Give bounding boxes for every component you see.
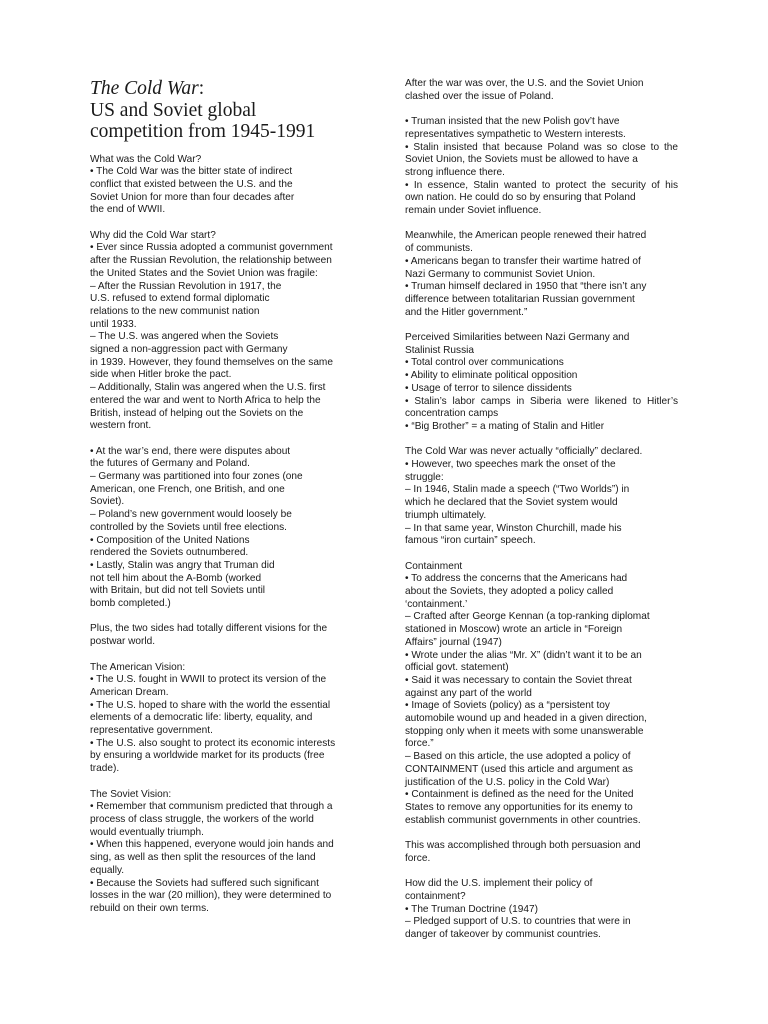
- text-line: How did the U.S. implement their policy of: [405, 878, 593, 890]
- text-line: • Stalin insisted that because Poland was so close to the: [405, 141, 678, 153]
- text-line: – In 1946, Stalin made a speech (“Two Worlds”) in: [405, 484, 630, 496]
- text-line: rendered the Soviets outnumbered.: [90, 547, 249, 559]
- text-line: which he declared that the Soviet system would: [405, 497, 618, 509]
- text-line: in 1939. However, they found themselves on the same: [90, 356, 333, 368]
- text-line: not tell him about the A-Bomb (worked: [90, 572, 262, 584]
- text-line: • Total control over communications: [405, 357, 564, 369]
- text-line: against any part of the world: [405, 687, 532, 699]
- text-line: – Poland’s new government would loosely be: [90, 509, 292, 521]
- text-line: signed a non-aggression pact with Germany: [90, 344, 288, 356]
- text-line: • At the war’s end, there were disputes about: [90, 445, 291, 457]
- text-line: – Crafted after George Kennan (a top-ranking diplomat: [405, 611, 650, 623]
- paragraph: [90, 789, 363, 916]
- text-line: CONTAINMENT (used this article and argument as: [405, 763, 633, 775]
- left-column: [90, 78, 363, 916]
- text-line: • The U.S. hoped to share with the world the essential: [90, 699, 331, 711]
- text-line: Plus, the two sides had totally different visions for the: [90, 623, 328, 635]
- text-line: side when Hitler broke the pact.: [90, 369, 232, 381]
- text-line: Soviet Union for more than four decades after: [90, 191, 295, 203]
- text-line: • The Cold War was the bitter state of indirect: [90, 166, 293, 178]
- text-line: • However, two speeches mark the onset of the: [405, 459, 616, 471]
- text-line: • Truman himself declared in 1950 that “there isn’t any: [405, 281, 647, 293]
- text-line: representative government.: [90, 725, 213, 737]
- text-line: force.”: [405, 738, 434, 750]
- paragraph: [405, 840, 678, 865]
- text-line: • Americans began to transfer their wartime hatred of: [405, 255, 641, 267]
- text-line: After the war was over, the U.S. and the Soviet Union: [405, 78, 644, 89]
- text-line: • Usage of terror to silence dissidents: [405, 382, 572, 394]
- text-line: remain under Soviet influence.: [405, 205, 542, 217]
- text-line: – The U.S. was angered when the Soviets: [90, 331, 279, 343]
- text-line: elements of a democratic life: liberty, equality, and: [90, 712, 313, 724]
- text-line: • Lastly, Stalin was angry that Truman did: [90, 559, 275, 571]
- text-line: Soviet).: [90, 496, 125, 508]
- text-line: • Because the Soviets had suffered such significant: [90, 877, 319, 889]
- text-line: • Wrote under the alias “Mr. X” (didn’t want it to be an: [405, 649, 642, 661]
- text-line: – Pledged support of U.S. to countries that were in: [405, 916, 631, 928]
- text-line: – Based on this article, the use adopted a policy of: [405, 751, 631, 763]
- paragraph: [90, 230, 363, 433]
- text-line: with Britain, but did not tell Soviets until: [90, 585, 266, 597]
- text-line: American Dream.: [90, 686, 169, 698]
- text-line: official govt. statement): [405, 662, 509, 674]
- text-line: force.: [405, 852, 431, 864]
- text-line: clashed over the issue of Poland.: [405, 90, 554, 102]
- text-line: trade).: [90, 763, 120, 775]
- text-line: The American Vision:: [90, 661, 186, 673]
- paragraph: [405, 561, 678, 828]
- paragraph: [405, 332, 678, 434]
- text-line: stopping only when it meets with some unanswerable: [405, 725, 644, 737]
- text-line: • Ever since Russia adopted a communist government: [90, 242, 333, 254]
- text-line: the United States and the Soviet Union was fragile:: [90, 267, 318, 279]
- text-line: • Composition of the United Nations: [90, 534, 250, 546]
- right-column: [405, 78, 678, 942]
- text-line: of communists.: [405, 243, 473, 255]
- text-line: U.S. refused to extend formal diplomatic: [90, 293, 270, 305]
- text-line: Perceived Similarities between Nazi Germany and: [405, 332, 630, 344]
- text-line: • Image of Soviets (policy) as a “persistent toy: [405, 700, 610, 712]
- text-line: until 1933.: [90, 318, 137, 330]
- left-column-body: [90, 154, 363, 916]
- text-line: process of class struggle, the workers of the world: [90, 813, 314, 825]
- text-line: rebuild on their own terms.: [90, 902, 209, 914]
- text-line: automobile wound up and headed in a given direction,: [405, 713, 647, 725]
- text-line: • The Truman Doctrine (1947): [405, 903, 538, 915]
- text-line: justification of the U.S. policy in the Cold War): [405, 776, 610, 788]
- text-line: The Soviet Vision:: [90, 788, 172, 800]
- text-line: relations to the new communist nation: [90, 305, 260, 317]
- text-line: – In that same year, Winston Churchill, made his: [405, 522, 622, 534]
- title-italic: The Cold War: [90, 78, 199, 99]
- text-line: entered the war and went to North Africa to help the: [90, 394, 321, 406]
- text-line: containment?: [405, 890, 466, 902]
- text-line: famous “iron curtain” speech.: [405, 535, 536, 547]
- paragraph: [405, 116, 678, 218]
- text-line: British, instead of helping out the Soviets on the: [90, 407, 304, 419]
- text-line: establish communist governments in other countries.: [405, 814, 641, 826]
- paragraph: [405, 446, 678, 548]
- text-line: This was accomplished through both persuasion and: [405, 840, 641, 852]
- text-line: • Truman insisted that the new Polish gov’t have: [405, 116, 620, 128]
- text-line: – Germany was partitioned into four zones (one: [90, 471, 303, 483]
- paragraph: [90, 623, 363, 648]
- text-line: Meanwhile, the American people renewed their hatred: [405, 230, 647, 242]
- text-line: controlled by the Soviets until free elections.: [90, 521, 287, 533]
- text-line: • When this happened, everyone would join hands and: [90, 839, 334, 851]
- paragraph: [90, 662, 363, 776]
- text-line: triumph ultimately.: [405, 509, 487, 521]
- text-line: sing, as well as then split the resources of the land: [90, 852, 316, 864]
- paragraph: [405, 878, 678, 942]
- text-line: • In essence, Stalin wanted to protect the security of his: [405, 179, 678, 191]
- text-line: concentration camps: [405, 408, 499, 420]
- paragraph: [405, 78, 678, 103]
- paragraph: [405, 230, 678, 319]
- text-line: danger of takeover by communist countries.: [405, 929, 601, 940]
- text-line: Stalinist Russia: [405, 344, 475, 356]
- text-line: after the Russian Revolution, the relationship between: [90, 255, 332, 267]
- text-line: by ensuring a worldwide market for its products (free: [90, 750, 325, 762]
- text-line: Affairs” journal (1947): [405, 636, 502, 648]
- text-line: bomb completed.): [90, 598, 171, 610]
- text-line: about the Soviets, they adopted a policy called: [405, 586, 614, 598]
- text-line: Nazi Germany to communist Soviet Union.: [405, 268, 596, 280]
- text-line: stationed in Moscow) wrote an article in “Foreign: [405, 624, 623, 636]
- text-line: • The U.S. also sought to protect its economic interests: [90, 737, 336, 749]
- title-line-2: US and Soviet global: [90, 99, 257, 121]
- text-line: – Additionally, Stalin was angered when the U.S. first: [90, 382, 326, 394]
- text-line: Soviet Union, the Soviets must be allowed to have a: [405, 154, 638, 166]
- paragraph: [90, 154, 363, 218]
- text-line: conflict that existed between the U.S. and the: [90, 178, 293, 190]
- text-line: • Said it was necessary to contain the Soviet threat: [405, 674, 632, 686]
- page-title: [90, 78, 363, 143]
- text-line: postwar world.: [90, 636, 156, 648]
- text-line: What was the Cold War?: [90, 153, 202, 165]
- text-line: – After the Russian Revolution in 1917, the: [90, 280, 282, 292]
- text-line: • Containment is defined as the need for the United: [405, 789, 634, 801]
- text-line: struggle:: [405, 471, 444, 483]
- text-line: • To address the concerns that the Americans had: [405, 573, 628, 585]
- text-line: The Cold War was never actually “officially” declared.: [405, 446, 643, 458]
- text-line: and the Hitler government.”: [405, 306, 528, 318]
- title-line-3: competition from 1945-1991: [90, 121, 316, 142]
- text-line: strong influence there.: [405, 166, 505, 178]
- paragraph: [90, 446, 363, 611]
- right-column-body: [405, 78, 678, 942]
- text-line: • The U.S. fought in WWII to protect its version of the: [90, 674, 327, 686]
- text-line: own nation. He could do so by ensuring that Poland: [405, 192, 636, 204]
- text-line: losses in the war (20 million), they were determined to: [90, 890, 332, 902]
- text-line: • Stalin’s labor camps in Siberia were likened to Hitler’s: [405, 395, 678, 407]
- text-line: • Remember that communism predicted that through a: [90, 801, 333, 813]
- text-line: ‘containment.’: [405, 598, 468, 610]
- text-line: States to remove any opportunities for its enemy to: [405, 802, 633, 813]
- text-line: American, one French, one British, and one: [90, 483, 285, 495]
- text-line: • Ability to eliminate political opposition: [405, 370, 578, 382]
- text-line: Containment: [405, 560, 463, 572]
- text-line: would eventually triumph.: [90, 826, 204, 838]
- text-line: the end of WWII.: [90, 204, 166, 216]
- text-line: • “Big Brother” = a mating of Stalin and Hitler: [405, 420, 605, 432]
- text-line: equally.: [90, 864, 125, 876]
- text-line: Why did the Cold War start?: [90, 229, 216, 241]
- text-line: difference between totalitarian Russian government: [405, 293, 635, 305]
- text-line: the futures of Germany and Poland.: [90, 458, 250, 470]
- text-line: representatives sympathetic to Western interests.: [405, 128, 626, 140]
- text-line: western front.: [90, 420, 152, 432]
- title-colon: :: [198, 78, 205, 99]
